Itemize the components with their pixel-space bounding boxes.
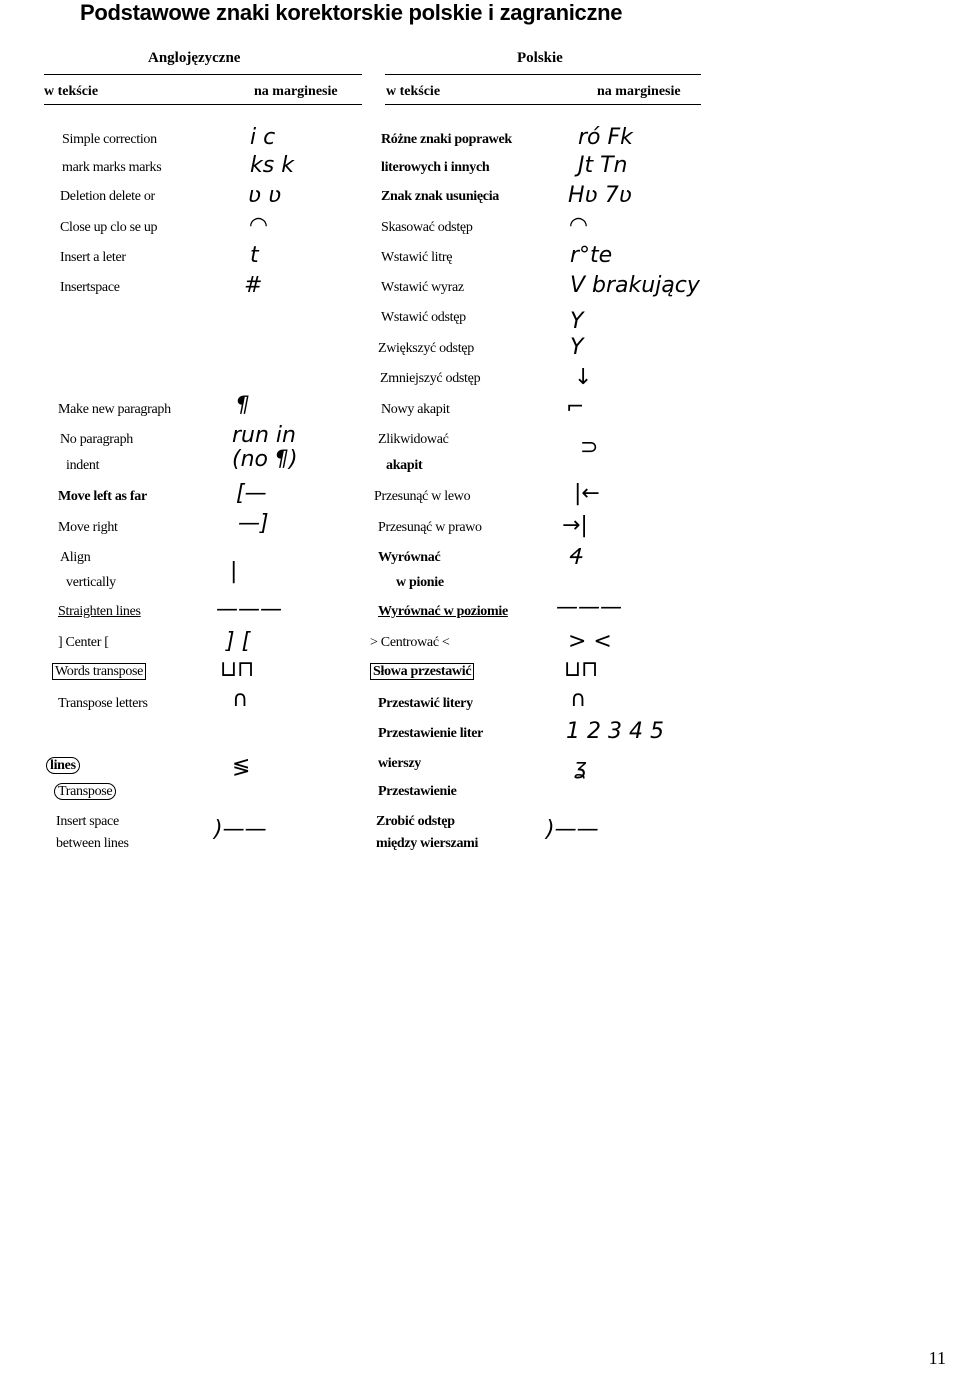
section-polish: Polskie	[517, 50, 563, 66]
column-header-pl-text: w tekście	[386, 84, 441, 99]
list-item: Wyrównać	[378, 550, 441, 565]
margin-mark: ⌐	[566, 395, 585, 420]
margin-mark: ⊃	[580, 435, 599, 460]
list-item: vertically	[66, 575, 116, 590]
margin-mark: r°te	[570, 243, 613, 268]
margin-mark: ◠	[250, 213, 267, 238]
margin-mark: Hʋ 7ʋ	[568, 183, 632, 208]
margin-mark: ró Fk	[578, 125, 633, 150]
list-item: Deletion delete or	[60, 189, 155, 204]
margin-mark: i c	[250, 125, 276, 150]
margin-mark: t	[250, 243, 259, 268]
list-item: Przestawienie	[378, 784, 457, 799]
list-item: Wyrównać w poziomie	[378, 604, 508, 619]
list-item: Przesunąć w prawo	[378, 520, 482, 535]
list-item: Przestawić litery	[378, 696, 473, 711]
margin-mark: ◠	[570, 213, 587, 238]
list-item: Straighten lines	[58, 604, 141, 619]
list-item: Transpose letters	[58, 696, 148, 711]
margin-mark: 1 2 3 4 5	[566, 719, 664, 744]
margin-mark: > <	[568, 629, 612, 654]
margin-mark: ∩	[570, 687, 587, 712]
margin-mark: V brakujący	[570, 273, 700, 298]
list-item: między wierszami	[376, 836, 479, 851]
column-header-en-text: w tekście	[44, 84, 99, 99]
column-header-en-margin: na marginesie	[254, 84, 338, 99]
list-item: Wstawić odstęp	[381, 310, 466, 325]
list-item	[370, 664, 474, 680]
page-number: 11	[928, 1348, 946, 1368]
list-item: Move right	[58, 520, 118, 535]
margin-mark: Y	[570, 335, 584, 360]
list-item-label: Słowa przestawić	[370, 663, 474, 680]
margin-mark: #	[244, 273, 263, 298]
margin-mark: ∩	[232, 687, 249, 712]
list-item: Znak znak usunięcia	[381, 189, 500, 204]
margin-mark: |←	[574, 481, 600, 506]
list-item: Align	[60, 550, 91, 565]
list-item: Wstawić litrę	[381, 250, 453, 265]
list-item: Zlikwidować	[378, 432, 449, 447]
margin-mark: ⊔⊓	[564, 657, 599, 682]
margin-mark: (no ¶)	[232, 447, 298, 472]
list-item: Przesunąć w lewo	[374, 489, 471, 504]
list-item: Move left as far	[58, 489, 147, 504]
list-item: Wstawić wyraz	[381, 280, 464, 295]
margin-mark: )——	[214, 817, 267, 842]
margin-mark: ʓ	[574, 755, 587, 780]
page-title: Podstawowe znaki korektorskie polskie i zagraniczne	[80, 0, 623, 25]
margin-mark: ʋ ʋ	[248, 183, 282, 208]
margin-mark: ¶	[236, 393, 250, 418]
list-item-label: Transpose	[54, 783, 116, 800]
list-item-label: lines	[46, 757, 80, 774]
list-item: Zrobić odstęp	[376, 814, 455, 829]
list-item: Close up clo se up	[60, 220, 158, 235]
margin-mark: ———	[216, 597, 282, 622]
list-item: mark marks marks	[62, 160, 162, 175]
divider	[44, 104, 362, 105]
margin-mark: ↓	[574, 365, 593, 390]
margin-mark: Jt Tn	[578, 153, 628, 178]
divider	[385, 104, 701, 105]
margin-mark: Ꮞ	[568, 545, 582, 570]
section-english: Anglojęzyczne	[148, 50, 241, 66]
list-item: Nowy akapit	[381, 402, 450, 417]
margin-mark: ] [	[226, 629, 251, 654]
margin-mark: ks k	[250, 153, 294, 178]
list-item: literowych i innych	[381, 160, 490, 175]
list-item-label: Words transpose	[52, 663, 146, 680]
list-item: Zmniejszyć odstęp	[380, 371, 481, 386]
list-item: Zwiększyć odstęp	[378, 341, 474, 356]
margin-mark: ———	[556, 595, 622, 620]
list-item	[54, 784, 116, 800]
margin-mark: ≶	[232, 755, 251, 780]
list-item: akapit	[386, 458, 423, 473]
margin-mark: |	[230, 559, 238, 584]
list-item: Make new paragraph	[58, 402, 171, 417]
list-item: Przestawienie liter	[378, 726, 484, 741]
list-item: wierszy	[378, 756, 421, 771]
list-item	[46, 758, 80, 774]
margin-mark: Y	[570, 309, 584, 334]
list-item: > Centrować <	[370, 635, 450, 650]
margin-mark: ⊔⊓	[220, 657, 255, 682]
column-header-pl-margin: na marginesie	[597, 84, 681, 99]
list-item: w pionie	[396, 575, 444, 590]
list-item: Skasować odstęp	[381, 220, 473, 235]
margin-mark: →|	[562, 513, 588, 538]
list-item: Insert a leter	[60, 250, 126, 265]
list-item	[52, 664, 146, 680]
list-item: No paragraph	[60, 432, 133, 447]
margin-mark: —]	[238, 511, 269, 536]
list-item: Insertspace	[60, 280, 120, 295]
list-item: between lines	[56, 836, 129, 851]
divider	[44, 74, 362, 75]
divider	[385, 74, 701, 75]
margin-mark: )——	[546, 817, 599, 842]
margin-mark: [—	[236, 481, 267, 506]
list-item: Różne znaki poprawek	[381, 132, 512, 147]
list-item: indent	[66, 458, 100, 473]
list-item: ] Center [	[58, 635, 109, 650]
list-item: Insert space	[56, 814, 119, 829]
list-item: Simple correction	[62, 132, 157, 147]
margin-mark: run in	[232, 423, 296, 448]
